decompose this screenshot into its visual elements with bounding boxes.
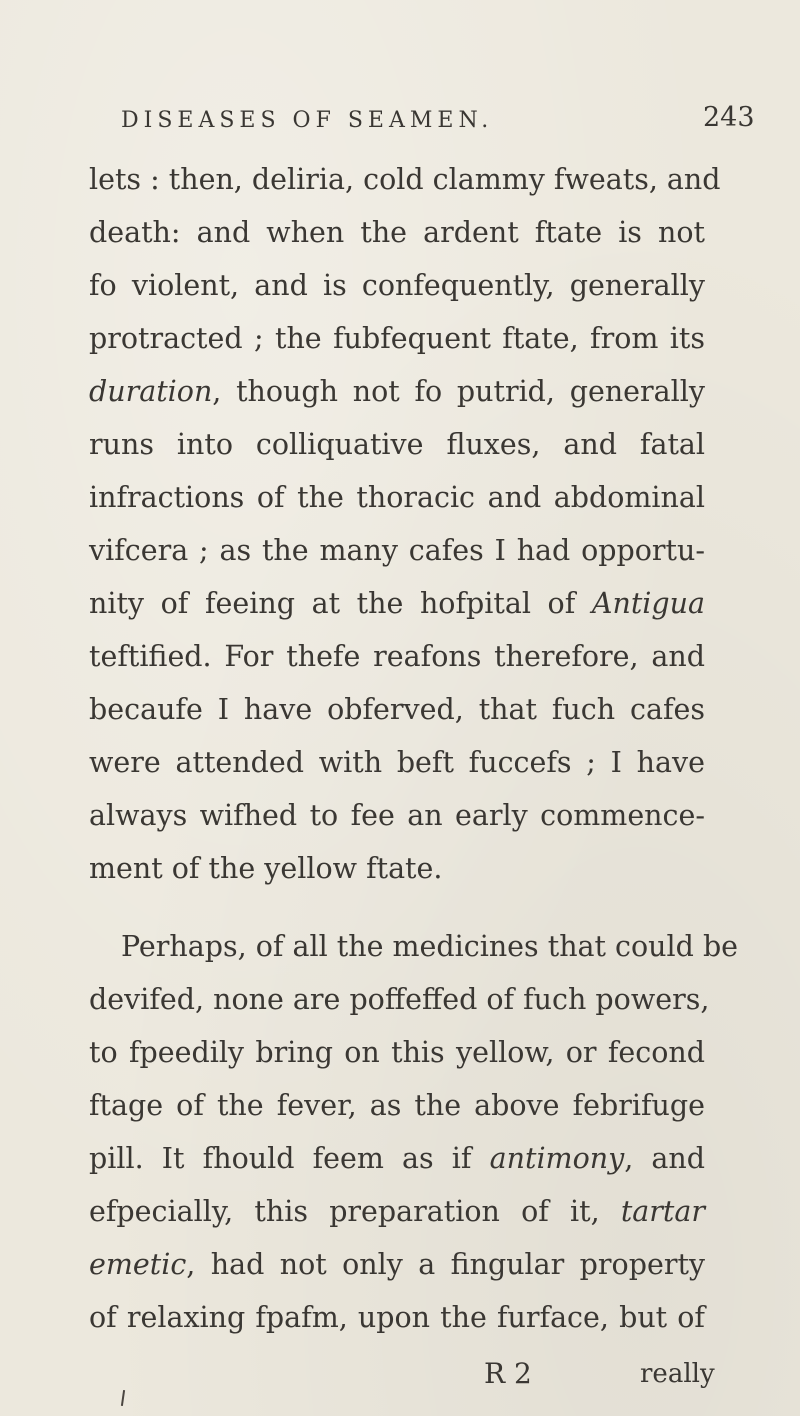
page-number: 243 xyxy=(703,102,755,133)
text-line: devifed, none are poffeffed of fuch powers, xyxy=(89,983,710,1016)
text-line: vifcera ; as the many cafes I had opportu- xyxy=(89,534,705,567)
running-head: DISEASES OF SEAMEN. xyxy=(121,108,494,133)
signature-mark: R 2 xyxy=(484,1357,532,1390)
text-line: death: and when the ardent ftate is not xyxy=(89,216,705,249)
text-line: duration, though not fo putrid, generally xyxy=(89,375,705,408)
text-line: always wifhed to fee an early commence- xyxy=(89,799,705,832)
text-line: efpecially, this preparation of it, tartar xyxy=(89,1195,705,1228)
text-line: teftified. For thefe reafons therefore, and xyxy=(89,640,705,673)
text-line: nity of feeing at the hofpital of Antigua xyxy=(89,587,705,620)
text-line: emetic, had not only a fingular property xyxy=(89,1248,705,1281)
text-line: fo violent, and is confequently, generally xyxy=(89,269,705,302)
text-line: ftage of the fever, as the above febrifuge xyxy=(89,1089,705,1122)
text-line: to fpeedily bring on this yellow, or fecond xyxy=(89,1036,705,1069)
text-line: Perhaps, of all the medicines that could be xyxy=(121,930,739,963)
text-line: infractions of the thoracic and abdominal xyxy=(89,481,705,514)
text-line: becaufe I have obferved, that fuch cafes xyxy=(89,693,705,726)
catchword: really xyxy=(640,1359,715,1389)
text-line: lets : then, deliria, cold clammy fweats, and xyxy=(89,163,721,196)
text-line: ment of the yellow ftate. xyxy=(89,852,443,885)
ink-mark xyxy=(121,1390,125,1406)
text-line: of relaxing fpafm, upon the furface, but of xyxy=(89,1301,705,1334)
text-line: pill. It fhould feem as if antimony, and xyxy=(89,1142,706,1175)
text-line: runs into colliquative fluxes, and fatal xyxy=(89,428,705,461)
text-line: were attended with beft fuccefs ; I have xyxy=(89,746,705,779)
text-line: protracted ; the fubfequent ftate, from its xyxy=(89,322,705,355)
